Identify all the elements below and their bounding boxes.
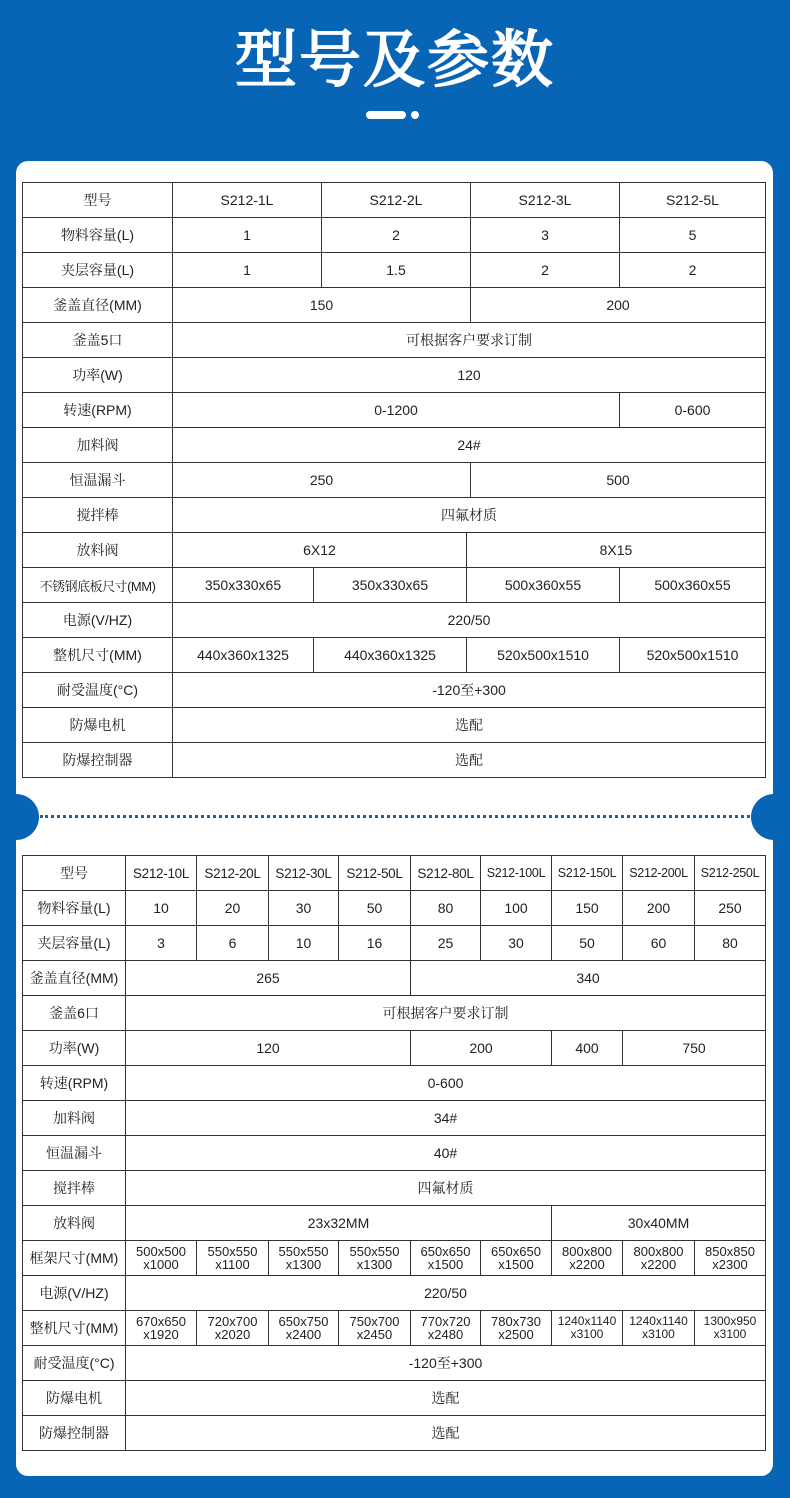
value-cell bbox=[126, 1241, 197, 1276]
value-cell: 选配 bbox=[173, 708, 766, 743]
value-cell: 30x40MM bbox=[552, 1206, 766, 1241]
value-cell: 80 bbox=[411, 891, 481, 926]
row-label: 框架尺寸(MM) bbox=[23, 1241, 126, 1276]
value-cell bbox=[481, 1241, 552, 1276]
model-cell: S212-200L bbox=[623, 856, 695, 891]
table-row bbox=[23, 218, 766, 253]
size-line: 850x850 bbox=[705, 1244, 755, 1259]
value-cell: 120 bbox=[173, 358, 766, 393]
size-line: 770x720 bbox=[420, 1314, 471, 1329]
table-row bbox=[23, 708, 766, 743]
value-cell: 8X15 bbox=[467, 533, 766, 568]
value-cell: 6 bbox=[197, 926, 269, 961]
table-row bbox=[23, 253, 766, 288]
table-row bbox=[23, 1381, 766, 1416]
row-label: 夹层容量(L) bbox=[23, 253, 173, 288]
model-cell: S212-50L bbox=[339, 856, 411, 891]
row-label: 功率(W) bbox=[23, 1031, 126, 1066]
row-label: 加料阀 bbox=[23, 1101, 126, 1136]
size-line: x1500 bbox=[498, 1257, 534, 1272]
value-cell: 3 bbox=[471, 218, 620, 253]
table-row bbox=[23, 1136, 766, 1171]
value-cell: 520x500x1510 bbox=[467, 638, 620, 673]
row-label: 釜盖直径(MM) bbox=[23, 288, 173, 323]
row-label: 功率(W) bbox=[23, 358, 173, 393]
value-cell: 2 bbox=[471, 253, 620, 288]
row-label: 防爆电机 bbox=[23, 708, 173, 743]
size-line: x1300 bbox=[356, 1257, 393, 1272]
value-cell: 440x360x1325 bbox=[314, 638, 467, 673]
row-label: 转速(RPM) bbox=[23, 393, 173, 428]
value-cell: 5 bbox=[620, 218, 766, 253]
size-line: 670x650 bbox=[136, 1314, 186, 1329]
value-cell: 150 bbox=[552, 891, 623, 926]
size-line: x2500 bbox=[498, 1327, 534, 1342]
row-label: 型号 bbox=[23, 856, 126, 891]
table-row bbox=[23, 323, 766, 358]
value-cell: 80 bbox=[695, 926, 766, 961]
size-line: x1300 bbox=[285, 1257, 322, 1272]
size-line: x2020 bbox=[214, 1327, 251, 1342]
value-cell: 四氟材质 bbox=[126, 1171, 766, 1206]
value-cell: 1 bbox=[173, 253, 322, 288]
value-cell: 25 bbox=[411, 926, 481, 961]
value-cell: 四氟材质 bbox=[173, 498, 766, 533]
table-row bbox=[23, 961, 766, 996]
row-label: 放料阀 bbox=[23, 533, 173, 568]
value-cell: 60 bbox=[623, 926, 695, 961]
size-line: x2450 bbox=[356, 1327, 393, 1342]
size-line: x1100 bbox=[215, 1257, 250, 1272]
value-cell: 10 bbox=[269, 926, 339, 961]
table-row bbox=[23, 673, 766, 708]
row-label: 物料容量(L) bbox=[23, 891, 126, 926]
table-row bbox=[23, 428, 766, 463]
value-cell: 400 bbox=[552, 1031, 623, 1066]
value-cell: 200 bbox=[623, 891, 695, 926]
row-label: 整机尺寸(MM) bbox=[23, 1311, 126, 1346]
value-cell: 选配 bbox=[126, 1381, 766, 1416]
value-cell bbox=[623, 1311, 695, 1346]
table-row bbox=[23, 393, 766, 428]
row-label: 耐受温度(°C) bbox=[23, 1346, 126, 1381]
value-cell bbox=[695, 1241, 766, 1276]
table-row bbox=[23, 891, 766, 926]
model-cell: S212-100L bbox=[481, 856, 552, 891]
value-cell: 500x360x55 bbox=[467, 568, 620, 603]
model-cell: S212-30L bbox=[269, 856, 339, 891]
row-label: 夹层容量(L) bbox=[23, 926, 126, 961]
row-label: 转速(RPM) bbox=[23, 1066, 126, 1101]
value-cell: 50 bbox=[552, 926, 623, 961]
table-row bbox=[23, 856, 766, 891]
size-line: 1300x950 bbox=[703, 1314, 757, 1328]
value-cell bbox=[552, 1311, 623, 1346]
model-cell: S212-250L bbox=[695, 856, 766, 891]
value-cell: 100 bbox=[481, 891, 552, 926]
value-cell: 30 bbox=[481, 926, 552, 961]
value-cell: 520x500x1510 bbox=[620, 638, 766, 673]
row-label: 釜盖5口 bbox=[23, 323, 173, 358]
size-line: 800x800 bbox=[633, 1244, 684, 1259]
value-cell: 20 bbox=[197, 891, 269, 926]
value-cell bbox=[411, 1311, 481, 1346]
size-line: x2200 bbox=[640, 1257, 677, 1272]
value-cell: 0-600 bbox=[620, 393, 766, 428]
title-underline-dot bbox=[411, 111, 419, 119]
value-cell: 30 bbox=[269, 891, 339, 926]
row-label: 釜盖直径(MM) bbox=[23, 961, 126, 996]
value-cell: -120至+300 bbox=[173, 673, 766, 708]
value-cell bbox=[623, 1241, 695, 1276]
size-line: 750x700 bbox=[349, 1314, 400, 1329]
table-row bbox=[23, 463, 766, 498]
row-label: 加料阀 bbox=[23, 428, 173, 463]
model-cell: S212-20L bbox=[197, 856, 269, 891]
value-cell: 可根据客户要求订制 bbox=[173, 323, 766, 358]
value-cell bbox=[269, 1241, 339, 1276]
table-row bbox=[23, 926, 766, 961]
value-cell: 200 bbox=[471, 288, 766, 323]
model-cell: S212-10L bbox=[126, 856, 197, 891]
title-underline-bar bbox=[366, 111, 406, 119]
table-row bbox=[23, 1346, 766, 1381]
row-label: 釜盖6口 bbox=[23, 996, 126, 1031]
value-cell: 340 bbox=[411, 961, 766, 996]
value-cell: 750 bbox=[623, 1031, 766, 1066]
table-row bbox=[23, 1171, 766, 1206]
model-cell: S212-80L bbox=[411, 856, 481, 891]
value-cell bbox=[481, 1311, 552, 1346]
row-label: 搅拌棒 bbox=[23, 498, 173, 533]
table-row bbox=[23, 183, 766, 218]
value-cell: 3 bbox=[126, 926, 197, 961]
row-label: 防爆控制器 bbox=[23, 1416, 126, 1451]
size-line: x1000 bbox=[143, 1257, 179, 1272]
value-cell: 500x360x55 bbox=[620, 568, 766, 603]
table-row bbox=[23, 288, 766, 323]
size-line: 1240x1140 bbox=[557, 1314, 617, 1328]
value-cell: 选配 bbox=[126, 1416, 766, 1451]
value-cell bbox=[552, 1241, 623, 1276]
size-line: x1920 bbox=[143, 1327, 179, 1342]
size-line: 500x500 bbox=[136, 1244, 186, 1259]
table-row bbox=[23, 603, 766, 638]
value-cell: 250 bbox=[173, 463, 471, 498]
model-cell: S212-150L bbox=[552, 856, 623, 891]
table-row bbox=[23, 498, 766, 533]
size-line: 650x650 bbox=[491, 1244, 541, 1259]
table-row bbox=[23, 358, 766, 393]
row-label: 物料容量(L) bbox=[23, 218, 173, 253]
size-line: 550x550 bbox=[349, 1244, 400, 1259]
table-row bbox=[23, 996, 766, 1031]
table-row bbox=[23, 533, 766, 568]
value-cell: 1.5 bbox=[322, 253, 471, 288]
size-line: x2200 bbox=[569, 1257, 605, 1272]
row-label: 防爆电机 bbox=[23, 1381, 126, 1416]
value-cell bbox=[197, 1241, 269, 1276]
value-cell bbox=[339, 1241, 411, 1276]
dotted-divider bbox=[40, 815, 750, 818]
value-cell: 220/50 bbox=[173, 603, 766, 638]
row-label: 耐受温度(°C) bbox=[23, 673, 173, 708]
value-cell: 1 bbox=[173, 218, 322, 253]
value-cell: 200 bbox=[411, 1031, 552, 1066]
size-line: x2480 bbox=[427, 1327, 464, 1342]
row-label: 恒温漏斗 bbox=[23, 463, 173, 498]
value-cell: 50 bbox=[339, 891, 411, 926]
value-cell bbox=[269, 1311, 339, 1346]
size-line: 800x800 bbox=[562, 1244, 612, 1259]
spec-table-large bbox=[22, 855, 766, 1451]
model-cell: S212-5L bbox=[620, 183, 766, 218]
table-row bbox=[23, 1206, 766, 1241]
value-cell: -120至+300 bbox=[126, 1346, 766, 1381]
value-cell: 10 bbox=[126, 891, 197, 926]
row-label: 防爆控制器 bbox=[23, 743, 173, 778]
size-line: x3100 bbox=[570, 1327, 604, 1341]
table-row bbox=[23, 1101, 766, 1136]
row-label: 放料阀 bbox=[23, 1206, 126, 1241]
row-label: 型号 bbox=[23, 183, 173, 218]
size-line: 780x730 bbox=[491, 1314, 541, 1329]
spec-table-small bbox=[22, 182, 766, 778]
value-cell: 0-600 bbox=[126, 1066, 766, 1101]
size-line: 1240x1140 bbox=[629, 1314, 688, 1328]
row-label: 整机尺寸(MM) bbox=[23, 638, 173, 673]
table-row bbox=[23, 1031, 766, 1066]
model-cell: S212-2L bbox=[322, 183, 471, 218]
row-label: 电源(V/HZ) bbox=[23, 1276, 126, 1311]
value-cell: 34# bbox=[126, 1101, 766, 1136]
value-cell: 23x32MM bbox=[126, 1206, 552, 1241]
value-cell: 220/50 bbox=[126, 1276, 766, 1311]
value-cell: 500 bbox=[471, 463, 766, 498]
table-row bbox=[23, 1416, 766, 1451]
size-line: 650x650 bbox=[420, 1244, 471, 1259]
value-cell: 选配 bbox=[173, 743, 766, 778]
value-cell: 2 bbox=[322, 218, 471, 253]
table-row bbox=[23, 1311, 766, 1346]
value-cell: 150 bbox=[173, 288, 471, 323]
size-line: x3100 bbox=[713, 1327, 747, 1341]
value-cell: 350x330x65 bbox=[314, 568, 467, 603]
divider-notch-right bbox=[751, 794, 790, 840]
table-row bbox=[23, 1241, 766, 1276]
table-row bbox=[23, 743, 766, 778]
value-cell bbox=[126, 1311, 197, 1346]
row-label: 电源(V/HZ) bbox=[23, 603, 173, 638]
row-label: 搅拌棒 bbox=[23, 1171, 126, 1206]
size-line: x2400 bbox=[285, 1327, 322, 1342]
table-row bbox=[23, 1276, 766, 1311]
size-line: 650x750 bbox=[278, 1314, 329, 1329]
table-row bbox=[23, 638, 766, 673]
value-cell bbox=[339, 1311, 411, 1346]
model-cell: S212-1L bbox=[173, 183, 322, 218]
table-row bbox=[23, 1066, 766, 1101]
size-line: 550x550 bbox=[278, 1244, 329, 1259]
value-cell: 440x360x1325 bbox=[173, 638, 314, 673]
value-cell: 6X12 bbox=[173, 533, 467, 568]
table-row bbox=[23, 568, 766, 603]
value-cell: 350x330x65 bbox=[173, 568, 314, 603]
model-cell: S212-3L bbox=[471, 183, 620, 218]
value-cell: 40# bbox=[126, 1136, 766, 1171]
value-cell: 0-1200 bbox=[173, 393, 620, 428]
value-cell: 2 bbox=[620, 253, 766, 288]
value-cell bbox=[197, 1311, 269, 1346]
size-line: 550x550 bbox=[207, 1244, 258, 1259]
row-label: 不锈钢底板尺寸(MM) bbox=[23, 568, 173, 603]
value-cell bbox=[695, 1311, 766, 1346]
size-line: x3100 bbox=[642, 1327, 675, 1341]
row-label: 恒温漏斗 bbox=[23, 1136, 126, 1171]
value-cell: 可根据客户要求订制 bbox=[126, 996, 766, 1031]
value-cell: 250 bbox=[695, 891, 766, 926]
value-cell: 120 bbox=[126, 1031, 411, 1066]
value-cell bbox=[411, 1241, 481, 1276]
value-cell: 16 bbox=[339, 926, 411, 961]
size-line: x1500 bbox=[427, 1257, 464, 1272]
page-title: 型号及参数 bbox=[234, 23, 555, 96]
size-line: 720x700 bbox=[207, 1314, 258, 1329]
value-cell: 24# bbox=[173, 428, 766, 463]
size-line: x2300 bbox=[712, 1257, 748, 1272]
value-cell: 265 bbox=[126, 961, 411, 996]
